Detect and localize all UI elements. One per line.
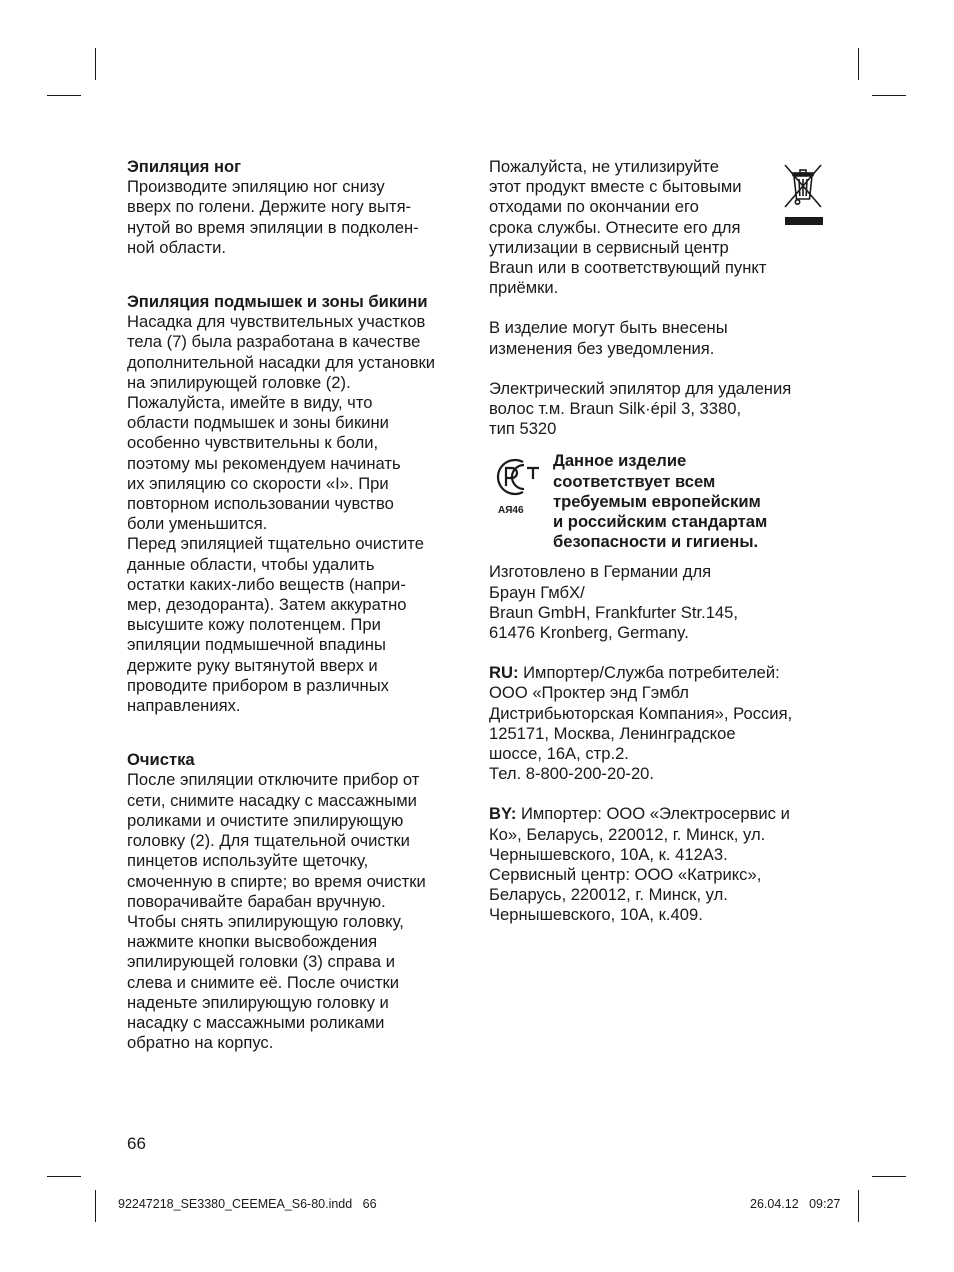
text-line: повторном использовании чувство [127,494,394,514]
text-line: требуемым европейским [553,491,761,511]
text-line: эпилирующей головки (3) справа и [127,952,396,972]
importer-ru [489,663,839,784]
text-line: Перед эпиляцией тщательно очистите [127,534,424,554]
text-line: поэтому мы рекомендуем начинать [127,453,401,473]
text-line: Пожалуйста, не утилизируйте [489,157,719,176]
pct-certification-mark-icon [489,455,541,515]
text-line: изменения без уведомления. [489,338,715,358]
text-line: шоссе, 16А, стр.2. [489,744,629,764]
certification-text [553,451,767,552]
text-line: После эпиляции отключите прибор от [127,770,420,790]
footer-datetime: 26.04.12 09:27 [750,1197,841,1211]
text-line: ной области. [127,237,226,257]
section-cleaning [127,750,472,1053]
text-line: приёмки. [489,278,559,298]
left-column [127,157,472,1053]
manufacturer-info [489,562,839,643]
country-label: BY: [489,804,517,824]
text-line [489,663,839,683]
text-line: срока службы. Отнесите его для [489,217,741,237]
crop-mark [47,1176,81,1177]
text-line: безопасности и гигиены. [553,532,759,552]
text-line: роликами и очистите эпилирующую [127,810,404,830]
text-line: проводите прибором в различных [127,675,389,695]
text-line [489,804,839,824]
text-line: нутой во время эпиляции в подколен- [127,217,419,237]
text-line: 61476 Kronberg, Germany. [489,623,689,643]
text-line: Чернышевского, 10А, к.409. [489,905,703,925]
text-line: В изделие могут быть внесены [489,318,728,338]
section-legs [127,157,472,258]
text-line: слева и снимите её. После очистки [127,972,400,992]
text-line: Данное изделие [553,451,687,471]
text-line: обратно на корпус. [127,1033,274,1053]
text-line: поворачивайте барабан вручную. [127,891,386,911]
right-column [489,157,839,926]
section-underarm-bikini [127,292,472,716]
text-line: Тел. 8-800-200-20-20. [489,764,655,784]
page-number: 66 [127,1134,146,1153]
section-heading: Очистка [127,750,195,770]
text-line: нажмите кнопки высвобождения [127,932,378,952]
text-line: наденьте эпилирующую головку и [127,992,389,1012]
text-line: пинцетов используйте щеточку, [127,851,369,871]
text-line: смоченную в спирте; во время очистки [127,871,426,891]
text-line: Электрический эпилятор для удаления [489,378,792,398]
text-line: утилизации в сервисный центр [489,237,729,257]
text-line: направлениях. [127,696,241,716]
text-line: Беларусь, 220012, г. Минск, ул. [489,885,728,905]
text-line: сети, снимите насадку с массажными [127,790,417,810]
text-line: Ко», Беларусь, 220012, г. Минск, ул. [489,824,766,844]
text-line: дополнительной насадки для установки [127,352,436,372]
text-line: головку (2). Для тщательной очистки [127,831,410,851]
text-line: тела (7) была разработана в качестве [127,332,421,352]
text-line: мер, дезодоранта). Затем аккуратно [127,595,407,615]
section-heading: Эпиляция ног [127,157,242,176]
text-line: держите руку вытянутой вверх и [127,655,378,675]
changes-notice [489,318,839,358]
text-line: Braun или в соответствующий пункт [489,258,767,278]
text-line: Чернышевского, 10А, к. 412А3. [489,844,728,864]
text-line: Сервисный центр: ООО «Катрикс», [489,865,762,885]
text-line: Braun GmbH, Frankfurter Str.145, [489,602,739,622]
text-line: Производите эпиляцию ног снизу [127,177,385,197]
certification-block [489,451,839,552]
text-line: Браун ГмбХ/ [489,582,585,602]
text-line: 125171, Москва, Ленинградское [489,723,736,743]
crop-mark [95,48,96,80]
footer-file-info: 92247218_SE3380_CEEMEA_S6-80.indd 66 [118,1197,377,1211]
text-line: области подмышек и зоны бикини [127,413,389,433]
text-line: Чтобы снять эпилирующую головку, [127,911,404,931]
text-line: тип 5320 [489,419,557,439]
text-line: Дистрибьюторская Компания», Россия, [489,703,793,723]
text-line: ООО «Проктер энд Гэмбл [489,683,689,703]
text-line: данные области, чтобы удалить [127,554,375,574]
text-line: боли уменьшится. [127,514,268,534]
text-line: вверх по голени. Держите ногу вытя- [127,197,412,217]
text-line: насадку с массажными роликами [127,1012,385,1032]
text-line: этот продукт вместе с бытовыми [489,177,742,197]
crop-mark [872,1176,906,1177]
text-line: Насадка для чувствительных участков [127,312,426,332]
crop-mark [47,95,81,96]
disposal-notice [489,157,839,298]
crop-mark [95,1190,96,1222]
text-line: остатки каких-либо веществ (напри- [127,574,406,594]
text-line: высушите кожу полотенцем. При [127,615,381,635]
text-line: их эпиляцию со скорости «I». При [127,473,389,493]
text-line: волос т.м. Braun Silk·épil 3, 3380, [489,399,742,419]
importer-first-line: Импортер/Служба потребителей: [518,663,780,683]
country-label: RU: [489,663,519,683]
importer-by [489,804,839,925]
text-line: на эпилирующей головке (2). [127,372,351,392]
importer-first-line: Импортер: ООО «Электросервис и [516,804,790,824]
crop-mark [872,95,906,96]
section-heading: Эпиляция подмышек и зоны бикини [127,292,428,312]
text-line: эпиляции подмышечной впадины [127,635,386,655]
text-line: отходами по окончании его [489,197,699,217]
text-line: Изготовлено в Германии для [489,562,712,582]
crop-mark [858,1190,859,1222]
certification-code: АЯ46 [498,505,524,516]
crop-mark [858,48,859,80]
text-line: Пожалуйста, имейте в виду, что [127,393,373,413]
product-description [489,379,839,440]
text-line: особенно чувствительны к боли, [127,433,379,453]
text-line: и российским стандартам [553,512,768,532]
text-line: соответствует всем [553,471,716,491]
